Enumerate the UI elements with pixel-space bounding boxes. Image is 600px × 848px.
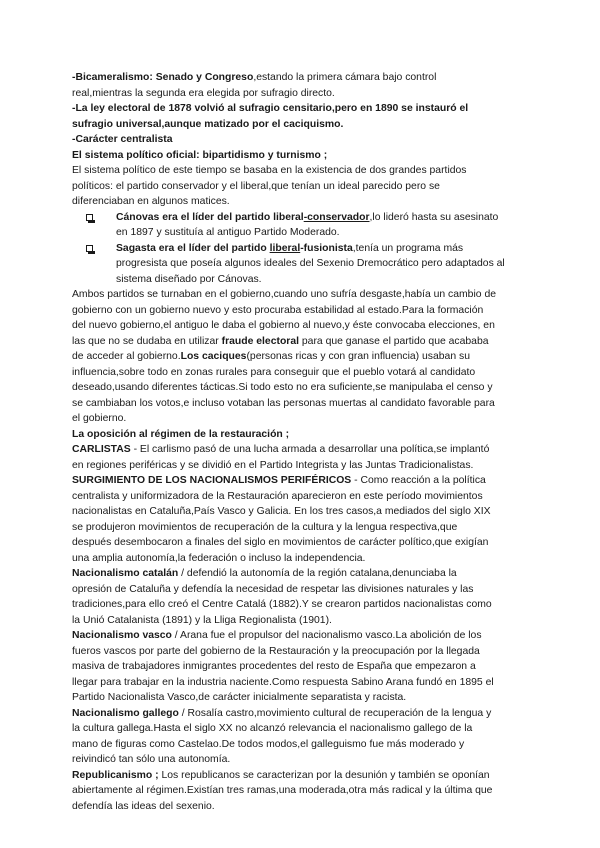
text-line [72, 706, 532, 722]
text-span: ,tenía un programa más [352, 242, 464, 254]
section-heading: La oposición al régimen de la restauración ; [72, 428, 290, 440]
text-line: gobierno con un gobierno nuevo y esto procuraba estabilidad al estado.Para la formación [72, 304, 484, 316]
bold-term: CARLISTAS [72, 444, 131, 455]
bold-term: Cánovas era el líder del partido liberal [116, 211, 304, 223]
text-line: -La ley electoral de 1878 volvió al sufragio censitario,pero en 1890 se instauró el [72, 103, 469, 114]
bold-term: Sagasta era el líder del partido [116, 242, 270, 254]
bold-term: Los caciques [180, 351, 247, 362]
section-heading: El sistema político oficial: bipartidismo y turnismo ; [72, 149, 328, 161]
text-span: - Como reacción a la política [351, 475, 486, 486]
list-item [86, 241, 532, 288]
text-span: ,lo lideró hasta su asesinato [369, 211, 499, 223]
text-line: se produjeron movimientos de recuperación de la cultura y la lengua respectiva,que [72, 521, 458, 533]
text-line: influencia,sobre todo en zonas rurales para conseguir que el pueblo votará al candidato [72, 366, 476, 378]
text-line: el gobierno. [72, 413, 127, 424]
text-span: ,estando la primera cámara bajo control [253, 72, 437, 83]
text-line: masiva de trabajadores inmigrantes procedentes del resto de España que empezaron a [72, 661, 476, 672]
bold-term: Nacionalismo vasco [72, 630, 172, 641]
text-line: políticos: el partido conservador y el liberal,que tenían un ideal parecido pero se [72, 180, 440, 192]
text-line: en 1897 y sustituía al antiguo Partido Moderado. [116, 227, 340, 238]
text-span: / Rosalía castro,movimiento cultural de recuperación de la lengua y [178, 707, 492, 719]
bold-term: SURGIMIENTO DE LOS NACIONALISMOS PERIFÉRICOS [72, 475, 352, 486]
text-span: de acceder al gobierno. [72, 351, 181, 362]
text-line: se cambiaban los votos,e incluso votaban las personas muertas al candidato favorable para [72, 397, 495, 409]
text-line [72, 566, 532, 582]
text-line: fueros vascos por parte del gobierno de la Restauración y la preocupación por la llegada [72, 645, 480, 657]
underlined-term: liberal [269, 242, 301, 254]
text-line [72, 442, 532, 458]
text-line: sistema diseñado por Cánovas. [116, 273, 262, 285]
bold-term: -Bicameralismo: Senado y Congreso [72, 72, 254, 83]
list-item [86, 210, 532, 241]
text-line: Partido Nacionalista Vasco,de carácter inicialmente separatista y racista. [72, 692, 407, 703]
text-line: tradiciones,para ello creó el Centre Catalá (1882).Y se crearon partidos nacionalistas como [72, 599, 492, 610]
text-span: - El carlismo pasó de una lucha armada a desarrollar una política,se implantó [130, 444, 490, 455]
text-line: sufragio universal,aunque matizado por el caciquismo. [72, 118, 344, 130]
text-line: diferenciaban en algunos matices. [72, 196, 230, 207]
bold-term: Nacionalismo catalán [72, 568, 179, 579]
text-line [72, 768, 532, 784]
text-line: nacionalistas en Cataluña,País Vasco y Galicia. En los tres casos,a mediados del siglo XIX [72, 506, 491, 517]
document-page [72, 70, 532, 814]
text-span: / Arana fue el propulsor del nacionalismo vasco.La abolición de los [171, 630, 482, 641]
text-line: reivindicó tan sólo una autonomía. [72, 754, 231, 765]
text-line: defendía las ideas del sexenio. [72, 800, 215, 812]
text-line: mano de figuras como Castelao.De todos modos,el galleguismo fue más moderado y [72, 738, 465, 750]
text-line: después desembocaron a finales del siglo en movimientos de carácter político,que exigían [72, 537, 489, 548]
text-line: El sistema político de este tiempo se basaba en la existencia de dos grandes partidos [72, 165, 467, 176]
bold-term: fraude electoral [221, 335, 300, 347]
text-line: la Unió Catalanista (1891) y la Lliga Regionalista (1901). [72, 614, 332, 626]
text-line: del nuevo gobierno,el antiguo le daba el gobierno al nuevo,y éste convocaba elecciones, en [72, 320, 495, 331]
text-span: Los republicanos se caracterizan por la desunión y también se oponían [158, 769, 490, 781]
text-line: Ambos partidos se turnaban en el gobierno,cuando uno sufría desgaste,había un cambio de [72, 289, 496, 300]
text-span: (personas ricas y con gran influencia) usaban su [246, 351, 470, 362]
text-span: para que ganase el partido que acababa [299, 335, 489, 347]
text-line: centralista y uniformizadora de la Restauración aparecieron en este período movimientos [72, 490, 483, 502]
text-line: una amplia autonomía,la federación o incluso la independencia. [72, 552, 366, 564]
text-line: -Carácter centralista [72, 134, 173, 145]
text-line: opresión de Cataluña y defendía la necesidad de respetar las divisiones naturales y las [72, 583, 474, 595]
text-line: la cultura gallega.Hasta el siglo XX no alcanzó relevancia el nacionalismo gallego de la [72, 723, 473, 734]
text-line: llegar para trabajar en la industria naciente.Como respuesta Sabino Arana fundó en 1895 el [72, 676, 494, 688]
text-line: progresista que poseía algunos ideales del Sexenio Dremocrático pero adaptados al [116, 258, 505, 269]
text-span: las que no se dudaba en utilizar [72, 335, 222, 347]
bold-term: Republicanismo ; [72, 769, 159, 781]
text-line: abiertamente al régimen.Existían tres ramas,una moderada,otra más radical y la última que [72, 785, 493, 796]
text-line [72, 628, 532, 644]
text-line: real,mientras la segunda era elegida por sufragio directo. [72, 87, 335, 99]
bold-term: -fusionista [300, 242, 353, 254]
bold-term: Nacionalismo gallego [72, 707, 179, 719]
underlined-term: -conservador [303, 211, 370, 223]
text-line [72, 334, 532, 350]
bullet-list [72, 210, 532, 288]
text-line: en regiones periféricas y se dividió en el Partido Integrista y las Juntas Tradicionalistas. [72, 459, 474, 471]
checkbox-bullet-icon [86, 245, 93, 252]
text-line [72, 473, 532, 489]
text-line [72, 349, 532, 365]
text-span: / defendió la autonomía de la región catalana,denunciaba la [178, 568, 457, 579]
checkbox-bullet-icon [86, 214, 93, 221]
text-line: deseado,usando diferentes tácticas.Si todo esto no era suficiente,se manipulaba el censo y [72, 382, 493, 393]
text-line [72, 70, 532, 86]
